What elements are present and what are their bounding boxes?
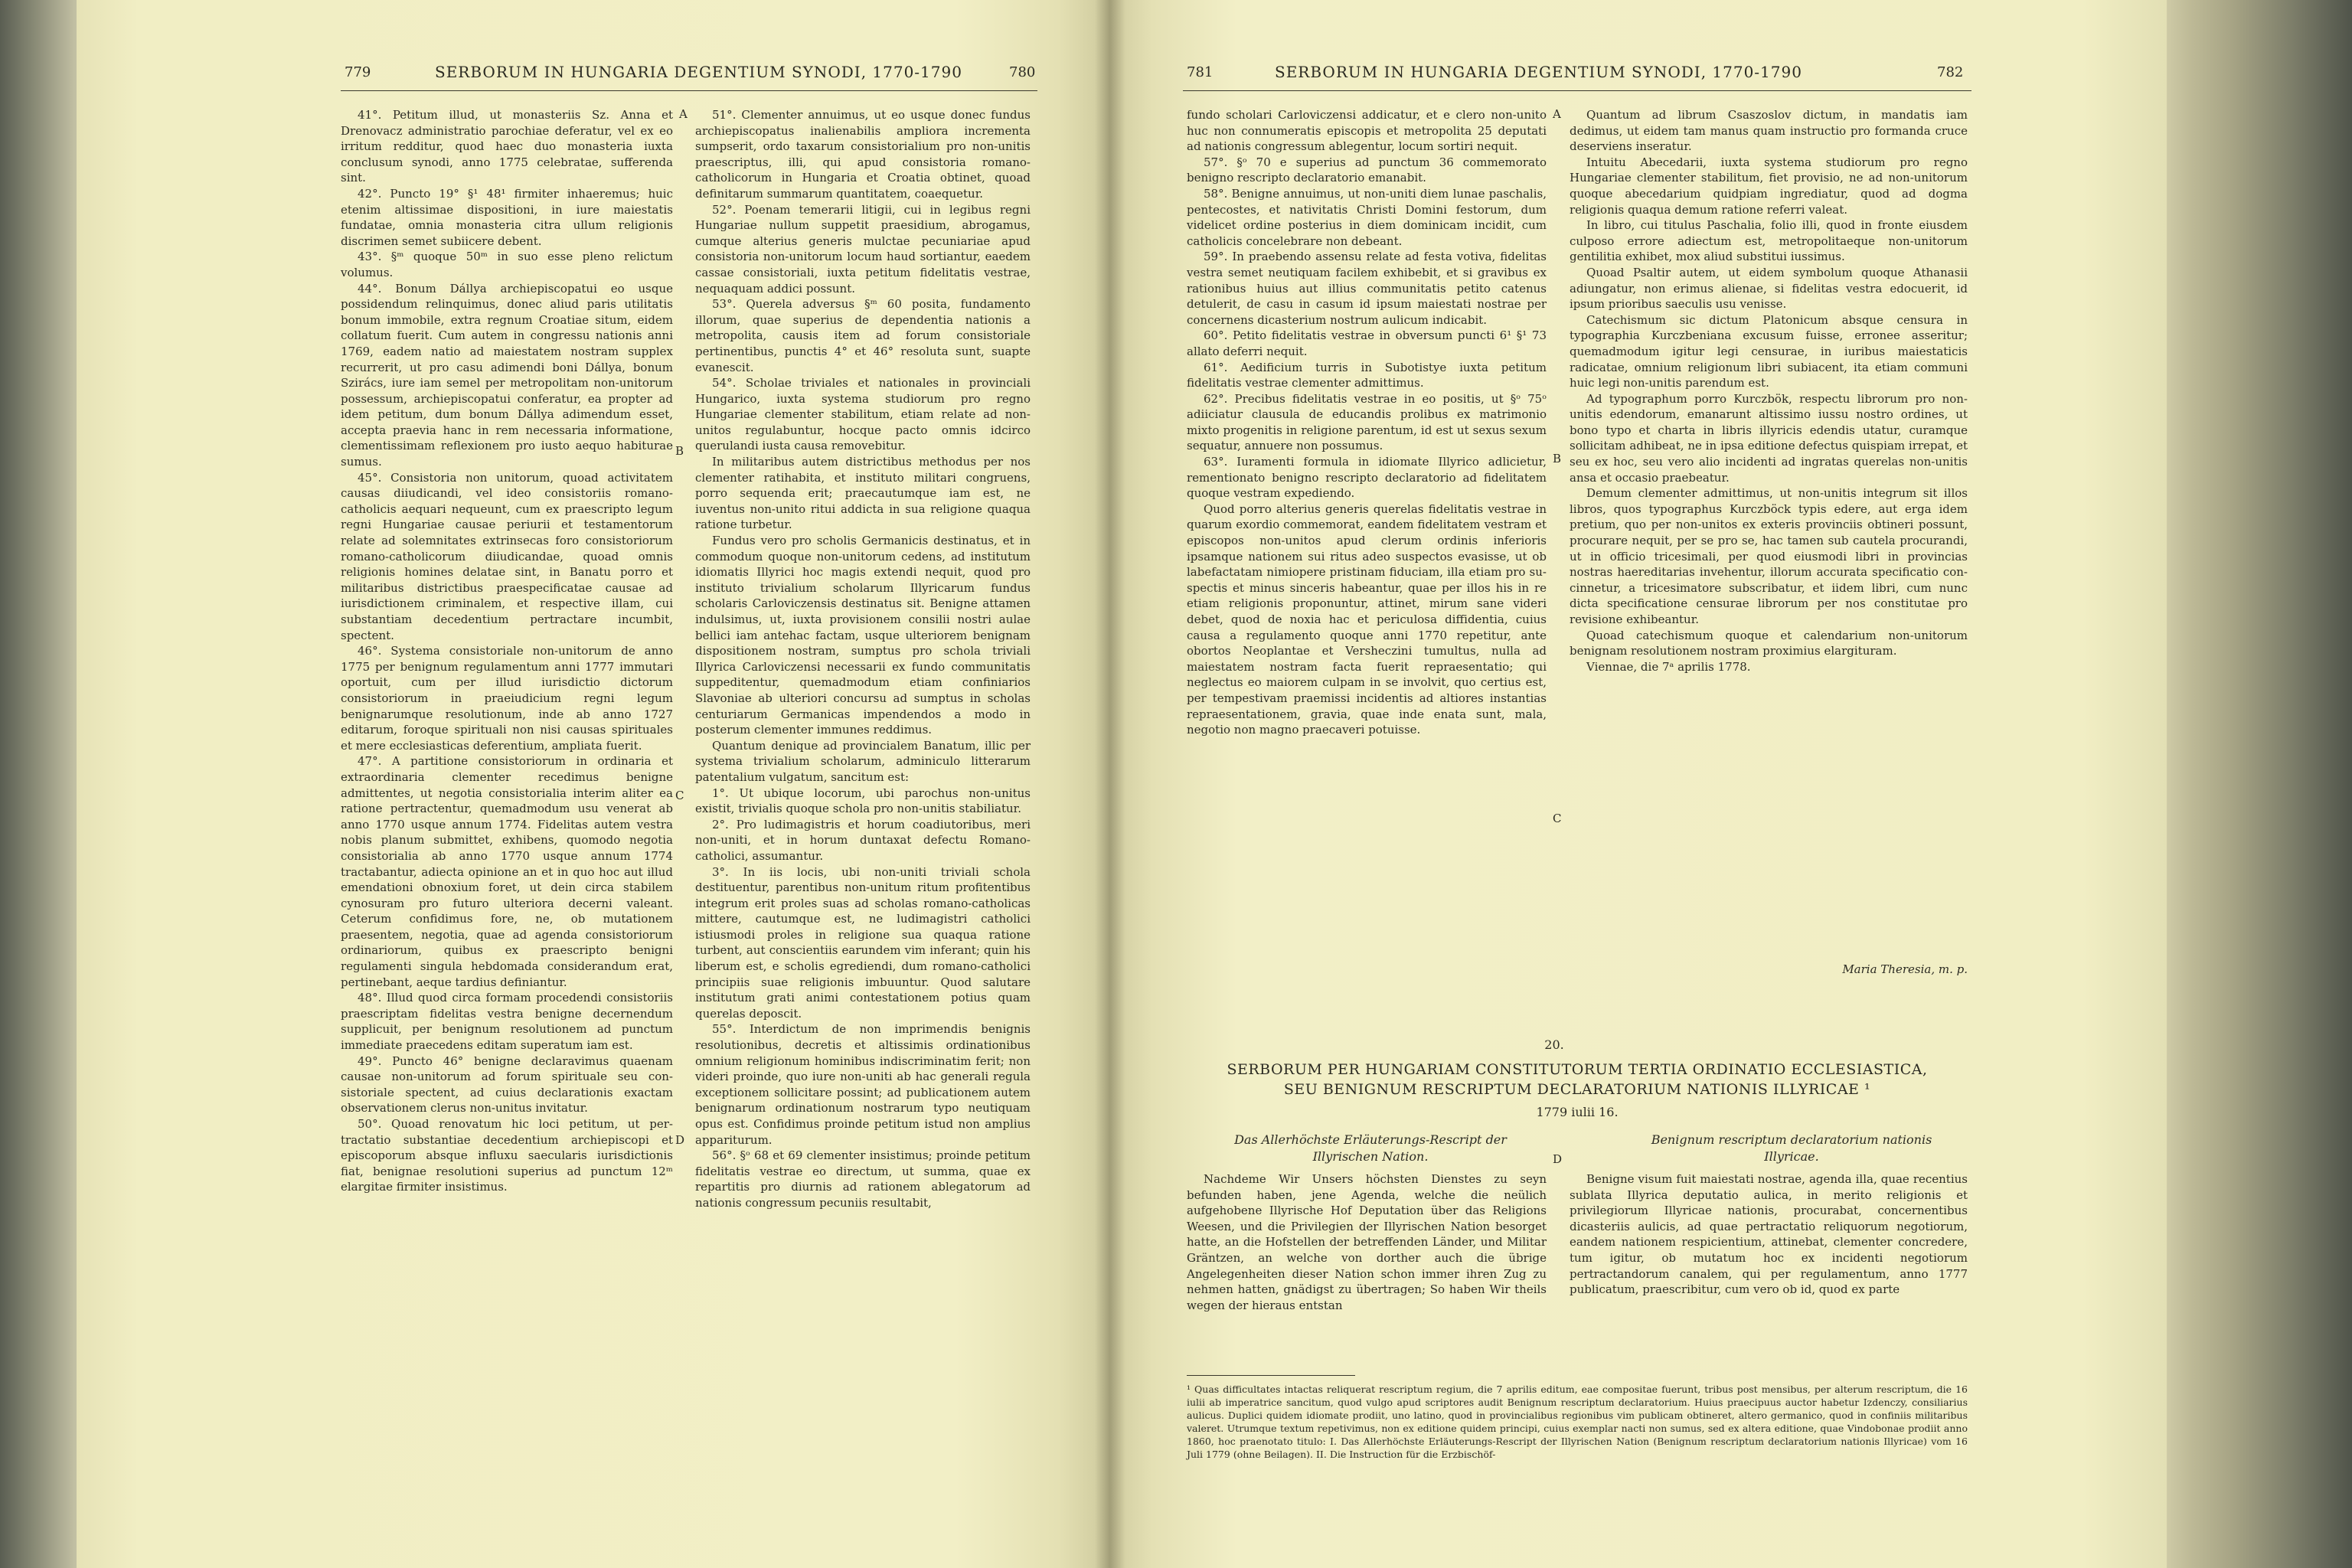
paragraph: Quod porro alterius generis querelas fidelitatis vestrae in quarum exordio commemorat, eandem fidelitatem vestram et episcopos non-unitos apud clerum ordinis inferioris ipsamque nationem sui ritus adeo suspectos evasisse, ut ob labefactatam nimiopere pristinam fiduciam, illa etiam pro suspectis et minus sinceris habeantur, quae per illos his in re etiam religionis proponuntur, attinet, mirum sane videri debet, quod de noxia hac et periculosa diffidentia, cuius causa a regulamento quoque anni 1770 repetitur, ante obortos Neoplantae et Versheczini tumultus, nulla ad maiestatem nostram facta fuerit repraesentatio; qui neglectus eo maiorem culpam in se involvit, quo certius est, per tempestivam praemissi incidentis ad altiores instantias repraesentationem, gravia, quae inde enata sunt, mala, negotio non magno praecaveri potuisse. [1187, 501, 1547, 737]
document-title-line-1: SERBORUM PER HUNGARIAM CONSTITUTORUM TERTIA ORDINATIO ECCLESIASTICA, [1227, 1061, 1928, 1078]
paragraph: Quoad Psaltir autem, ut eidem symbolum quoque Athanasii adiungatur, non erimus alienae, si fidelitas vestra edocuerit, id ipsum prioribus saeculis usu venisse. [1570, 265, 1968, 312]
paragraph: 58°. Benigne annuimus, ut non-uniti diem lunae paschalis, pentecostes, et nativitatis Christi Domini festorum, dum videlicet ordine posterius in diem dominicam incidit, cum catholicis concelebrare non debeant. [1187, 186, 1547, 248]
paragraph: fundo scholari Carloviczensi addicatur, et e clero non-unito huc non connumeratis episcopis et metropolita 25 deputati ad nationis congressum ablegentur, locum sortiri nequit. [1187, 108, 1547, 154]
left-page-number: 779 [345, 64, 371, 80]
footnote: ¹ Quas difficultates intactas reliquerat rescriptum regium, die 7 aprilis editum, eae compositae fuerunt, tribus post mensibus, per alterum rescriptum, die 16 iulii ab imperatrice sancitum, quod vulgo apud scriptores audit Benignum rescriptum declaratorium. Huius praecipuus auctor habetur Izdenczy, consiliarius aulicus. Duplici quidem idiomate prodiit, uno latino, quod in provincialibus regionibus vim publicam obtineret, altero germanico, quod in confiniis militaribus valeret. Utrumque textum repetivimus, non ex editione quidem principi, cuius exemplar nacti non sumus, sed ex altera editione, quae Vindobonae prodiit anno 1860, hoc praenotato titulo: I. Das Allerhöchste Erläuterungs-Rescript der Illyrischen Nation (Benignum rescriptum declaratorium nationis Illyricae) vom 16 Juli 1779 (ohne Beilagen). II. Die Instruction für die Erzbischöf- [1187, 1383, 1968, 1460]
latin-heading: Benignum rescriptum declaratorium nationis Illyricae. [1651, 1132, 1932, 1164]
paragraph: Quoad catechismum quoque et calendarium non-unitorum benignam resolutionem nostram proximius elargituram. [1570, 628, 1968, 658]
paragraph: Demum clementer admittimus, ut non-unitis integrum sit illos libros, quos typographus Kurczböck typis edere, aut erga idem pretium, quo per non-unitos ex exteris provinciis obtineri possunt, procurare nequit, per se pro se, hac tamen sub cautela procurandi, ut in officio tricesimali, per quod eiusmodi libri in provincias nostras haereditarias invehentur, illorum accurata specificatio concinnetur, a tricesimatore subscribatur, et iidem libri, cum nunc dicta specificatione censurae librorum per nos constitutae pro revisione exhibeantur. [1570, 486, 1968, 626]
right-page-number: 781 [1187, 64, 1214, 80]
right-head-rule [1183, 90, 1971, 91]
paragraph: Ad typographum porro Kurczbök, respectu librorum pro non-unitis edendorum, emanarunt altissimo iussu nostro ordines, ut bono typo et charta in libris illyricis edendis utatur, curamque sollicitam adhibeat, ne in ipsa editione defectus quispiam irrepat, et seu ex hoc, seu vero alio incidenti ad ingratas querelas non-unitis ansa et occasio praebeatur. [1570, 391, 1968, 485]
document-title-line-2: SEU BENIGNUM RESCRIPTUM DECLARATORIUM NATIONIS ILLYRICAE ¹ [1283, 1081, 1871, 1098]
left-page-number-right: 780 [1009, 64, 1036, 80]
right-page-column-1 [1187, 107, 1547, 738]
left-running-head: SERBORUM IN HUNGARIA DEGENTIUM SYNODI, 1770-1790 [435, 63, 962, 81]
footnote-rule [1187, 1375, 1355, 1376]
paragraph: 1°. Ut ubique locorum, ubi parochus non-unitus existit, trivialis quoque schola pro non-unitis stabiliatur. [695, 786, 1031, 816]
latin-text: Benigne visum fuit maiestati nostrae, agenda illa, quae recentius sublata Illyrica deputatio aulica, in merito religionis et privilegiorum Illyricae nationis, procurabat, concernentibus dicasteriis aulicis, ad quae pertractatio reliquorum negotiorum, eandem nationem respicientium, attinebat, clementer concredere, tum igitur, ob mutatum hoc ex incidenti negotiorum pertractandorum canalem, qui per regulamentum, anno 1777 publicatum, praescribitur, cum vero ob id, quod ex parte [1570, 1172, 1968, 1297]
margin-letter-a-right: A [1553, 107, 1561, 121]
paragraph: 46°. Systema consistoriale non-unitorum de anno 1775 per benignum regulamentum anni 1777 immutari oportuit, cum per illud iurisdictio dictorum consistoriorum in praeiudicium regni legum benignarumque resolutionum, inde ab anno 1727 editarum, foroque spirituali non nisi causas spirituales et mere ecclesiasticas deferentium, ampliata fuerit. [341, 644, 673, 753]
paragraph: 41°. Petitum illud, ut monasteriis Sz. Anna et Drenovacz administratio parochiae deferatur, vel ex eo irritum redditur, quod haec duo monasteria iuxta conclusum synodi, anno 1775 celebratae, sufferenda sint. [341, 108, 673, 185]
paragraph: Intuitu Abecedarii, iuxta systema studiorum pro regno Hungariae clementer stabilitum, fiet provisio, ne ad non-unitorum quoque abecedarium quidpiam ingrediatur, quod ad dogma religionis quaqua demum ratione referri valeat. [1570, 155, 1968, 217]
paragraph: 57°. §ᵒ 70 e superius ad punctum 36 commemorato benigno rescripto declaratorio emanabit. [1187, 155, 1547, 185]
paragraph: 44°. Bonum Dállya archiepiscopatui eo usque possidendum relinquimus, donec aliud paris utilitatis bonum immobile, extra regnum Croatiae situm, eidem collatum fuerit. Cum autem in congressu nationis anni 1769, eadem natio ad maiestatem nostram supplex recurrerit, ut pro casu adimendi boni Dállya, bonum Szirács, iure iam semel per metropolitam non-unitorum possessum, archiepiscopatui conferatur, ea propter ad idem petitum, dum bonum Dállya adimendum esset, accepta praevia hanc in rem necessaria informatione, clementissimam reflexionem pro iusto aequo habiturae sumus. [341, 281, 673, 469]
margin-letter-b-right: B [1553, 452, 1562, 466]
paragraph: 54°. Scholae triviales et nationales in provinciali Hungarico, iuxta systema studiorum pro regno Hungariae clementer stabilitum, etiam relate ad non-unitos regulabuntur, hocque pacto omnis idcirco querulandi iusta causa removebitur. [695, 376, 1031, 453]
document-date: 1779 iulii 16. [1536, 1105, 1619, 1119]
right-page-edges [2151, 0, 2352, 1568]
left-page [77, 0, 1110, 1568]
paragraph: 47°. A partitione consistoriorum in ordinaria et extraordinaria clementer recedimus benigne admittentes, ut negotia consistorialia interim aliter ea ratione pertractentur, quemadmodum usu venerat ab anno 1770 usque annum 1774. Fidelitas autem vestra nobis planum submittet, exhibens, quomodo negotia consistorialia ab anno 1770 usque annum 1774 tractabantur, adiecta opinione an et in quo hoc aut illud emendationi obnoxium foret, ut dein circa stabilem cynosuram pro futuro ulteriora decerni valeant. Ceterum confidimus fore, ne, ob mutationem praesentem, negotia, quae ad agenda consistoriorum ordinariorum, quibus ex praescripto benigni regulamenti singula hebdomada considerandum erat, pertinebant, aeque tardius definiantur. [341, 754, 673, 989]
paragraph: In militaribus autem districtibus methodus per nos clementer ratihabita, et instituto militari congruens, porro sequenda erit; praecautumque iam est, ne iuventus non-unito ritui addicta in sua religione quaqua ratione turbetur. [695, 455, 1031, 532]
book-gutter [1095, 0, 1125, 1568]
paragraph: 56°. §ᵒ 68 et 69 clementer insistimus; proinde petitum fidelitatis vestrae eo directum, ut summa, quae ex repartitis pro diurnis ad rationem ablegatorum ad nationis congressum pecuniis resultabit, [695, 1148, 1031, 1210]
right-running-head: SERBORUM IN HUNGARIA DEGENTIUM SYNODI, 1770-1790 [1275, 63, 1802, 81]
paragraph: 49°. Puncto 46° benigne declaravimus quaenam causae non-unitorum ad forum spirituale seu consistoriale spectent, ad cuius declarationis exactam observationem clerus non-unitus invitatur. [341, 1054, 673, 1116]
paragraph: 2°. Pro ludimagistris et horum coadiutoribus, meri non-uniti, et in horum duntaxat defectu Romano-catholici, assumantur. [695, 817, 1031, 863]
signature-block [1570, 962, 1968, 978]
german-heading: Das Allerhöchste Erläuterungs-Rescript der Illyrischen Nation. [1234, 1132, 1507, 1164]
right-page-number-right: 782 [1937, 64, 1964, 80]
paragraph: 60°. Petito fidelitatis vestrae in obversum puncti 6¹ §¹ 73 allato deferri nequit. [1187, 328, 1547, 358]
paragraph: 61°. Aedificium turris in Subotistye iuxta petitum fidelitatis vestrae clementer admittimus. [1187, 360, 1547, 390]
signature: Maria Theresia, m. p. [1842, 962, 1968, 976]
left-page-column-2 [695, 107, 1031, 1211]
paragraph: 50°. Quoad renovatum hic loci petitum, ut pertractatio substantiae decedentium archiepiscopi et episcoporum absque influxu saecularis iurisdictionis fiat, benignae resolutioni superius ad punctum 12ᵐ elargitae firmiter insistimus. [341, 1117, 673, 1194]
paragraph: In libro, cui titulus Paschalia, folio illi, quod in fronte eiusdem culposo errore adiectum est, metropolitaeque non-unitorum gentilitia exhibet, mox aliud substitui iussimus. [1570, 218, 1968, 264]
margin-letter-b: B [675, 444, 684, 458]
paragraph: Viennae, die 7ᵃ aprilis 1778. [1586, 659, 1751, 674]
paragraph: 52°. Poenam temerarii litigii, cui in legibus regni Hungariae nullum suppetit praesidium, abrogamus, cumque alterius generis mulctae pecuniariae apud consistoria non-unitorum locum haud sortiantur, eaedem cassae consistoriali, iuxta petitum fidelitatis vestrae, nequaquam addici possunt. [695, 202, 1031, 296]
margin-letter-d-right: D [1553, 1152, 1563, 1166]
paragraph: 62°. Precibus fidelitatis vestrae in eo positis, ut §ᵒ 75ᵒ adiiciatur clausula de educandis prolibus ex matrimonio mixto progenitis in religione parentum, id est ut sexus sexum sequatur, annuere non possumus. [1187, 391, 1547, 453]
paragraph: 42°. Puncto 19° §¹ 48¹ firmiter inhaeremus; huic etenim altissimae dispositioni, in iure maiestatis fundatae, omnia monasteria citra ullum religionis discrimen semet subiicere debent. [341, 186, 673, 248]
margin-letter-d: D [675, 1133, 685, 1147]
paragraph: 48°. Illud quod circa formam procedendi consistoriis praescriptam fidelitas vestra benigne decernendum supplicuit, per benignum resolutionem ad punctum immediate praecedens editam superatum iam est. [341, 991, 673, 1053]
paragraph: 3°. In iis locis, ubi non-uniti triviali schola destituentur, parentibus non-unitum ritum profitentibus integrum erit proles suas ad scholas romano-catholicas mittere, cautumque est, ne ludimagistri catholici istiusmodi proles in religione sua quaqua ratione turbent, aut conscientiis earundem vim inferant; quin his liberum est, e scholis egrediendi, dum romano-catholici principiis suae religionis imbuuntur. Quod salutare institutum grati animi contestationem potius quam querelas deposcit. [695, 864, 1031, 1021]
german-text: Nachdeme Wir Unsers höchsten Dienstes zu seyn befunden haben, jene Agenda, welche die neülich aufgehobene Illyrische Hof Deputation über das Religions Weesen, und die Privilegien der Illyrischen Nation besorget hatte, an die Hofstellen der betreffenden Länder, und Militar Gräntzen, an welche von dorther auch die übrige Angelegenheiten dieser Nation schon immer ihren Zug zu nehmen hatten, gnädigst zu übertragen; So haben Wir theils wegen der hieraus entstan [1187, 1172, 1547, 1312]
paragraph: 63°. Iuramenti formula in idiomate Illyrico adlicietur, rementionato benigno rescripto declaratorio ad fidelitatem quoque vestram expediendo. [1187, 455, 1547, 501]
margin-letter-a: A [679, 107, 688, 121]
paragraph: 53°. Querela adversus §ᵐ 60 posita, fundamento illorum, quae superius de dependentia nationis a metropolita, causis item ad forum consistoriale pertinentibus, punctis 4° et 46° resoluta sunt, suapte evanescit. [695, 297, 1031, 374]
document-number: 20. [1544, 1037, 1564, 1052]
paragraph: 55°. Interdictum de non imprimendis benignis resolutionibus, decretis et altissimis ordinationibus omnium religionum hominibus indiscriminatim ferit; non videri proinde, quo iure non-uniti ab hac generali regula exceptionem sollicitare possint; ad publicationem autem benignarum ordinationum nostrarum typo neutiquam opus est. Confidimus proinde petitum istud non amplius appariturum. [695, 1022, 1031, 1147]
paragraph: Quantum denique ad provincialem Banatum, illic per systema trivialium scholarum, adminiculo litterarum patentalium vulgatum, sancitum est: [695, 738, 1031, 784]
paragraph: 43°. §ᵐ quoque 50ᵐ in suo esse pleno relictum volumus. [341, 250, 673, 279]
paragraph: 45°. Consistoria non unitorum, quoad activitatem causas diiudicandi, vel ideo consistoriis romano-catholicis aequari nequeunt, cum ex praescripto legum regni Hungariae causae periurii et testamentorum relate ad solemnitates extrinsecas foro consistoriorum romano-catholicorum diiudicandae, quoad omnis religionis homines delatae sint, in Banatu porro et militaribus districtibus praespecificatae causae ad iurisdictionem criminalem, et respective illam, cui substantiam decedentium pertractare incumbit, spectent. [341, 470, 673, 642]
left-head-rule [341, 90, 1037, 91]
latin-text-column [1570, 1171, 1968, 1298]
paragraph: 59°. In praebendo assensu relate ad festa votiva, fidelitas vestra semet neutiquam facilem exhibebit, et si gravibus ex rationibus huius aut illius communitatis petito catenus detulerit, de casu in casum id ipsum maiestati nostrae per concernens dicasterium nostrum aulicum indicabit. [1187, 250, 1547, 327]
paragraph: Quantum ad librum Csaszoslov dictum, in mandatis iam dedimus, ut eidem tam manus quam instructio pro formanda cruce deserviens inseratur. [1570, 108, 1968, 154]
paragraph: Catechismum sic dictum Platonicum absque censura in typographia Kurczbeniana excusum fuisse, erronee asseritur; quemadmodum igitur legi censurae, in iuribus maiestaticis radicatae, omnium religionum libri subiacent, ita etiam communi huic legi non-unitis parendum est. [1570, 312, 1968, 390]
paragraph: Fundus vero pro scholis Germanicis destinatus, et in commodum quoque non-unitorum cedens, ad institutum idiomatis Illyrici hoc magis extendi nequit, quod pro instituto trivialium scholarum Illyricarum fundus scholaris Carloviczensis destinatus sit. Benigne attamen indulsimus, ut, iuxta provisionem consilii nostri aulae bellici iam antehac factam, usque ulteriorem benignam dispositionem nostram, sumptus pro schola triviali Illyrica Carloviczensi necessarii ex fundo communitatis suppeditentur, quemadmodum etiam confiniarios Slavoniae ab ulteriori concursu ad sumptus in scholas centuriarum Germanicas impendendos a modo in posterum clementer immunes reddimus. [695, 534, 1031, 737]
margin-letter-c-right: C [1553, 812, 1562, 825]
left-page-column-1 [341, 107, 673, 1195]
document-title [1183, 1060, 1971, 1099]
german-text-column [1187, 1171, 1547, 1313]
margin-letter-c: C [675, 789, 684, 802]
right-page [1110, 0, 2167, 1568]
right-page-column-2 [1570, 107, 1968, 675]
paragraph: 51°. Clementer annuimus, ut eo usque donec fundus archiepiscopatus inalienabilis ampliora incrementa sumpserit, ordo taxarum consistorialium pro non-unitis praescriptus, illi, qui apud consistoria romano-catholicorum in Hungaria et Croatia obtinet, quoad definitarum summarum quantitatem, coaequetur. [695, 108, 1031, 201]
